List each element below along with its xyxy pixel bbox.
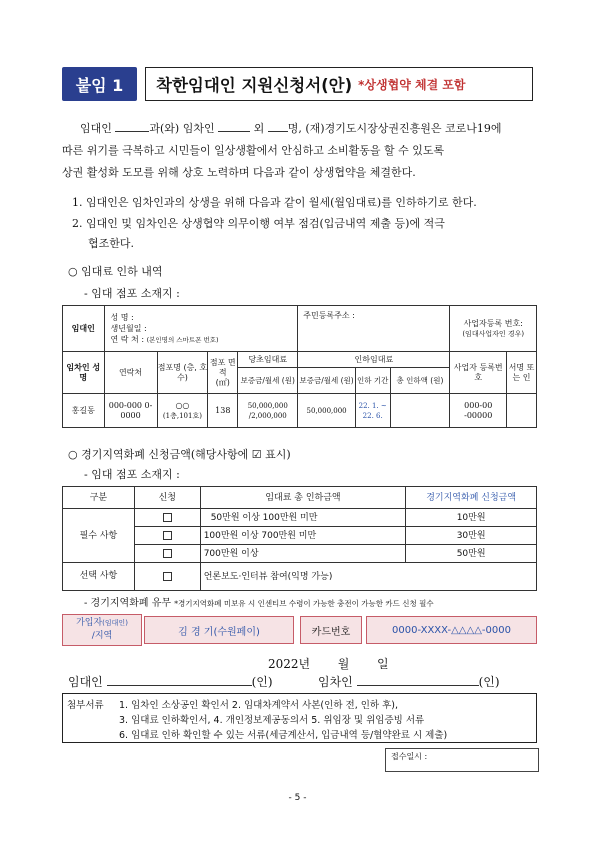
- date-day: 일: [377, 657, 389, 671]
- currency-heading-text: ○ 경기지역화폐 신청금액(해당사항에: [68, 448, 249, 461]
- currency-row-optional: [63, 563, 537, 591]
- section-currency-heading: [68, 446, 291, 462]
- rent-reduction-table: [62, 305, 537, 428]
- attachments-line-3: 6. 임대료 인하 확인할 수 있는 서류(세금계산서, 입금내역 등/협약완료 시 제출): [119, 730, 448, 741]
- landlord-address-cell[interactable]: 주민등록주소 :: [298, 306, 450, 352]
- card-note: *경기지역화폐 미보유 시 인센티브 수령이 가능한 충전이 가능한 카드 신청 필수: [174, 599, 434, 608]
- cell-store[interactable]: ○○ (1층,101호): [157, 394, 208, 428]
- document-title: 착한임대인 지원신청서(안): [156, 76, 353, 95]
- checkbox-icon: [163, 513, 172, 522]
- intro-line-1: [80, 118, 501, 140]
- intro-line-3: 상권 활성화 도모를 위해 상호 노력하며 다음과 같이 상생협약을 체결한다.: [62, 166, 416, 179]
- amount-1: 10만원: [406, 509, 537, 527]
- amount-3: 50만원: [406, 545, 537, 563]
- header-current-deposit: 보증금/월세 (원): [238, 368, 298, 394]
- page-number: - 5 -: [288, 793, 307, 803]
- tenant-data-row: [63, 394, 537, 428]
- checkbox-1[interactable]: [134, 509, 200, 527]
- landlord-dob-label: 생년월일 :: [110, 323, 147, 333]
- currency-header-row: [63, 487, 537, 509]
- header-bizno: 사업자 등록번호: [450, 352, 507, 394]
- appendix-badge: 붙임 1: [62, 67, 137, 101]
- card-number-label: 카드번호: [300, 616, 362, 644]
- header-total-reduction: 총 인하액 (원): [390, 368, 450, 394]
- landlord-sign-label: 임대인: [68, 675, 103, 689]
- landlord-row-label: 임대인: [63, 306, 105, 352]
- tenant-sign-label: 임차인: [318, 675, 353, 689]
- tenant-header-row: [63, 352, 537, 368]
- tenant-sign-blank[interactable]: [357, 673, 479, 686]
- cell-bizno[interactable]: 000-00 -00000: [450, 394, 507, 428]
- checkbox-2[interactable]: [134, 527, 200, 545]
- cell-current-rent[interactable]: 50,000,000 /2,000,000: [238, 394, 298, 428]
- landlord-signature-line: [68, 673, 273, 690]
- intro-landlord-word: 임대인: [80, 122, 112, 135]
- tenant-seal: (인): [478, 675, 500, 689]
- cell-sign[interactable]: [506, 394, 536, 428]
- document-subtitle: *상생협약 체결 포함: [358, 77, 466, 92]
- currency-row-1: [63, 509, 537, 527]
- attachments-box: [62, 693, 537, 743]
- cell-reduced-rent[interactable]: 50,000,000: [298, 394, 356, 428]
- section2-address-label: - 임대 점포 소재지 :: [84, 468, 180, 481]
- landlord-name-label: 성 명 :: [110, 312, 134, 322]
- header-period: 인하 기간: [355, 368, 390, 394]
- tenant-signature-line: [318, 673, 500, 690]
- receipt-label: 접수일시 :: [391, 752, 428, 761]
- header-contact: 연락처: [104, 352, 157, 394]
- landlord-row: [63, 306, 537, 352]
- section-rent-reduction-heading: ○ 임대료 인하 내역: [68, 265, 163, 278]
- date-year: 2022년: [268, 657, 311, 671]
- landlord-bizno-cell[interactable]: [450, 306, 537, 352]
- header-currency-amount: 경기지역화폐 신청금액: [406, 487, 537, 509]
- subscriber-label-cell: 가입자(임대인) /지역: [62, 614, 142, 646]
- attachments-line-2: 3. 임대료 인하확인서, 4. 개인정보제공동의서 5. 위임장 및 위임증빙 서류: [119, 715, 425, 726]
- clause-2-cont: 협조한다.: [88, 237, 135, 250]
- clause-1: 1. 임대인은 임차인과의 상생을 위해 다음과 같이 월세(월임대료)를 인하하기로 한다.: [72, 196, 477, 209]
- landlord-bizno-label: 사업자등록 번호:: [463, 318, 523, 328]
- header-reduced-rent: 인하임대료: [298, 352, 450, 368]
- range-1: 50만원 이상 100만원 미만: [200, 509, 406, 527]
- count-blank[interactable]: [268, 119, 288, 132]
- currency-row-2: [63, 527, 537, 545]
- header-sign: 서명 또는 인: [506, 352, 536, 394]
- landlord-contact-note: (본인명의 스마트폰 번호): [146, 335, 219, 344]
- landlord-info-cell[interactable]: [104, 306, 298, 352]
- checkbox-checked-icon: ☑: [251, 448, 262, 461]
- section1-address-label: - 임대 점포 소재지 :: [84, 287, 180, 300]
- header-tenant-name: 임차인 성명: [63, 352, 105, 394]
- checkbox-icon: [163, 572, 172, 581]
- cell-area[interactable]: 138: [208, 394, 238, 428]
- tenant-name-blank[interactable]: [218, 119, 250, 132]
- intro-line-2: 따른 위기를 극복하고 시민들이 일상생활에서 안심하고 소비활동을 할 수 있도록: [62, 144, 445, 157]
- card-number-field[interactable]: 0000-XXXX-△△△△-0000: [366, 616, 537, 644]
- intro-line-1-tail: 명, (재)경기도시장상권진흥원은 코로나19에: [287, 122, 502, 135]
- range-3: 700만원 이상: [200, 545, 406, 563]
- intro-others-word: 외: [253, 122, 265, 135]
- amount-2: 30만원: [406, 527, 537, 545]
- currency-application-table: [62, 486, 537, 591]
- range-2: 100만원 이상 700만원 미만: [200, 527, 406, 545]
- cell-period[interactable]: 22. 1. ~ 22. 6.: [355, 394, 390, 428]
- date-month: 월: [337, 657, 350, 671]
- cell-tenant-name[interactable]: 홍길동: [63, 394, 105, 428]
- attachments-line-1: 1. 임차인 소상공인 확인서 2. 임대차계약서 사본(인하 전, 인하 후),: [119, 700, 399, 711]
- date-line: [268, 655, 389, 672]
- subscriber-name-field[interactable]: 김 경 기(수원페이): [144, 616, 294, 644]
- landlord-name-blank[interactable]: [115, 119, 149, 132]
- currency-heading-tail: 표시): [265, 448, 291, 461]
- header-category: 구분: [63, 487, 135, 509]
- header-store: 점포명 (층, 호수): [157, 352, 208, 394]
- landlord-bizno-note: (임대사업자인 경우): [462, 329, 525, 338]
- header-total-amount: 임대료 총 인하금액: [200, 487, 406, 509]
- attachments-label: 첨부서류: [67, 700, 104, 711]
- checkbox-icon: [163, 549, 172, 558]
- checkbox-icon: [163, 531, 172, 540]
- optional-text: 언론보도·인터뷰 참여(익명 가능): [200, 563, 536, 591]
- header-reduced-deposit: 보증금/월세 (원): [298, 368, 356, 394]
- document-title-box: [145, 67, 533, 101]
- currency-row-3: [63, 545, 537, 563]
- receipt-box[interactable]: [385, 748, 539, 772]
- intro-tenant-word: 과(와) 임차인: [149, 122, 215, 135]
- required-label: 필수 사항: [63, 509, 135, 563]
- checkbox-optional[interactable]: [134, 563, 200, 591]
- card-lead-line: [84, 594, 434, 609]
- header-current-rent: 당초임대료: [238, 352, 298, 368]
- card-lead: - 경기지역화폐 유무: [84, 598, 172, 609]
- landlord-sign-blank[interactable]: [107, 673, 252, 686]
- cell-total-reduction[interactable]: [390, 394, 450, 428]
- clause-2: 2. 임대인 및 임차인은 상생협약 의무이행 여부 점검(입금내역 제출 등)에 적극: [72, 217, 445, 230]
- landlord-seal: (인): [251, 675, 273, 689]
- header-apply: 신청: [134, 487, 200, 509]
- header-area: 점포 면적 (㎡): [208, 352, 238, 394]
- optional-label: 선택 사항: [63, 563, 135, 591]
- checkbox-3[interactable]: [134, 545, 200, 563]
- cell-contact[interactable]: 000-000 0-0000: [104, 394, 157, 428]
- landlord-contact-label: 연 락 처 :: [110, 334, 145, 344]
